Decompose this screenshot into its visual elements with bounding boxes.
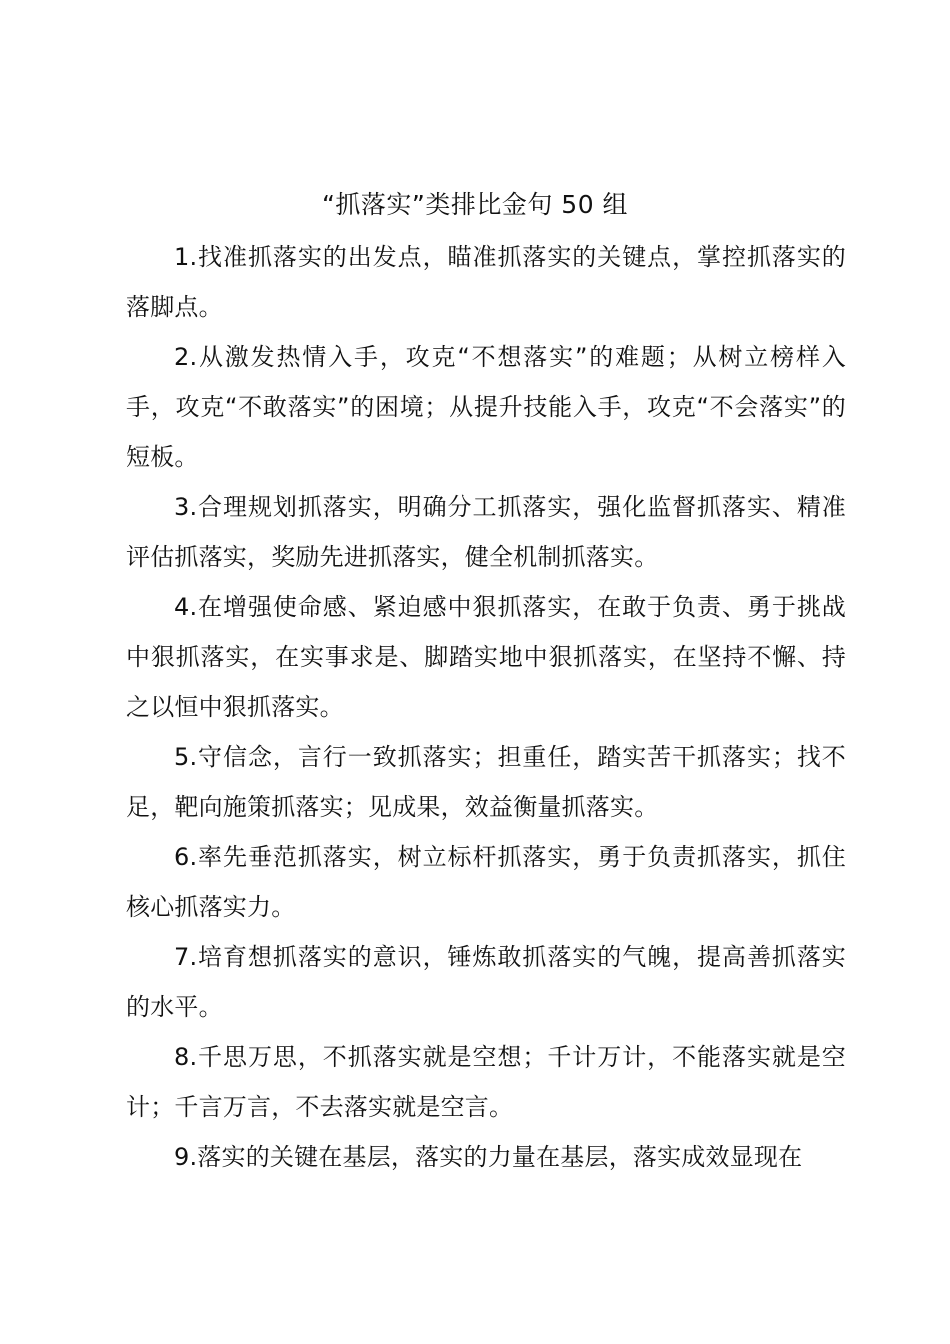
paragraph-5: 5.守信念，言行一致抓落实；担重任，踏实苦干抓落实；找不足，靶向施策抓落实；见成果，效益衡量抓落实。 [126,743,846,821]
paragraph-9: 9.落实的关键在基层，落实的力量在基层，落实成效显现在 [174,1143,803,1171]
paragraph-2: 2.从激发热情入手，攻克“不想落实”的难题；从树立榜样入手，攻克“不敢落实”的困境；从提升技能入手，攻克“不会落实”的短板。 [126,343,846,471]
paragraph-4: 4.在增强使命感、紧迫感中狠抓落实，在敢于负责、勇于挑战中狠抓落实，在实事求是、脚踏实地中狠抓落实，在坚持不懈、持之以恒中狠抓落实。 [126,593,846,721]
paragraph-7: 7.培育想抓落实的意识，锤炼敢抓落实的气魄，提高善抓落实的水平。 [126,943,846,1021]
document-body [126,232,846,1182]
paragraph-3: 3.合理规划抓落实，明确分工抓落实，强化监督抓落实、精准评估抓落实，奖励先进抓落实，健全机制抓落实。 [126,493,846,571]
paragraph-1: 1.找准抓落实的出发点，瞄准抓落实的关键点，掌控抓落实的落脚点。 [126,243,846,321]
paragraph-8: 8.千思万思，不抓落实就是空想；千计万计，不能落实就是空计；千言万言，不去落实就是空言。 [126,1043,846,1121]
paragraph-6: 6.率先垂范抓落实，树立标杆抓落实，勇于负责抓落实，抓住核心抓落实力。 [126,843,846,921]
document-title: “抓落实”类排比金句 50 组 [321,190,629,219]
